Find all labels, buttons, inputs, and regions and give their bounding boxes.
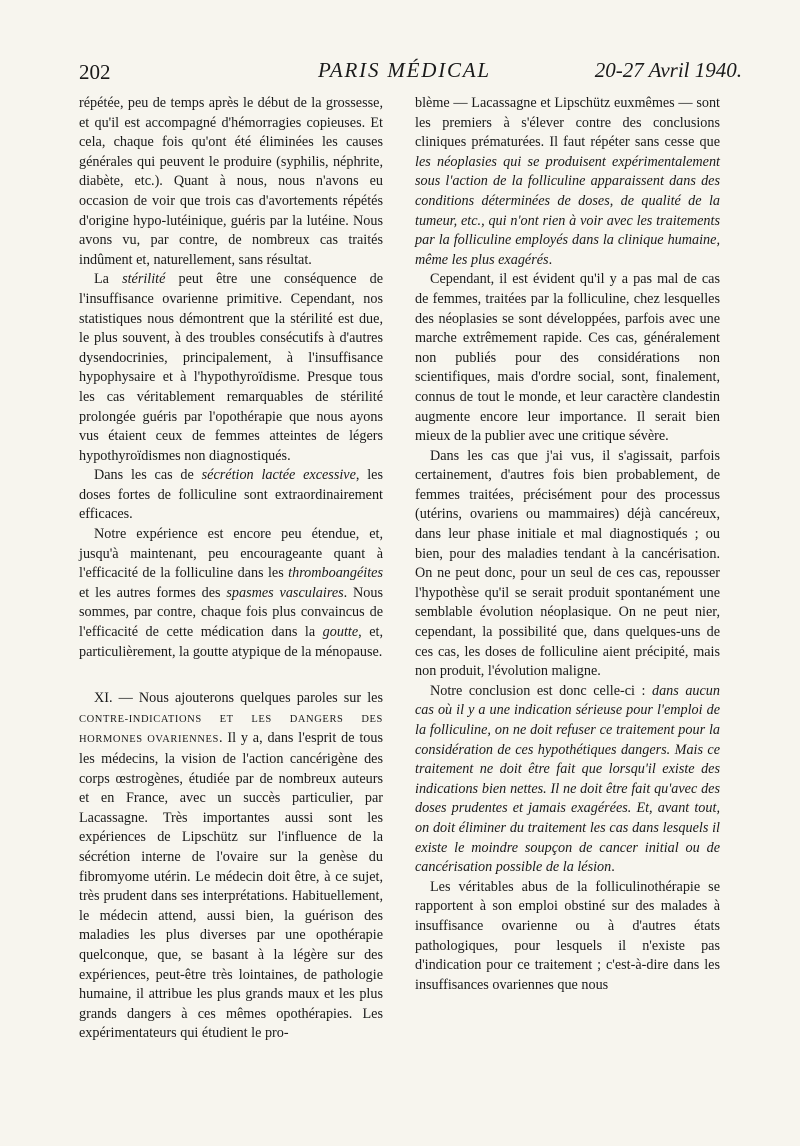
paragraph: blème — Lacassagne et Lipschütz euxmêmes — sont les premiers à s'élever contre des conclusions cliniques prématurées. Il faut répéter sans cesse que les néoplasies qui se produisent expérimentalement sous l'action de la folliculine apparaissent dans des conditions déterminées de doses, de qualité de la tumeur, etc., qui n'ont rien à voir avec les traitements par la folliculine employés dans la clinique humaine, même les plus exagérés. (415, 95, 720, 268)
paragraph: Cependant, il est évident qu'il y a pas mal de cas de femmes, traitées par la folliculine, chez lesquelles des néoplasies se sont développées, parfois avec une marche extrêmement rapide. Ces cas, généralement non publiés pour des considérations non scientifiques, mais d'ordre social, sont, finalement, connus de tout le monde, et leur caractère clandestin augmente encore leur importance. Il serait bien mieux de la publier avec une critique sévère. (415, 271, 720, 445)
left-column (79, 94, 383, 1044)
paragraph: Les véritables abus de la folliculinothérapie se rapportent à son emploi obstiné sur des malades à insuffisance ovarienne ou à d'autres états pathologiques, pour lesquels il n'existe pas d'indication pour ce traitement ; c'est-à-dire dans les insuffisances ovariennes que nous (415, 878, 720, 993)
paragraph: répétée, peu de temps après le début de la grossesse, et qu'il est accompagné d'hémorragies copieuses. Et cela, chaque fois qu'ont été éliminées les causes générales qui peuvent le produire (syphilis, néphrite, diabète, etc.). Quant à nous, nous n'avons eu occasion de voir que trois cas d'avortements répétés d'origine hypo-lutéinique, guéris par la lutéine. Nous avons vu, par contre, de nombreux cas traités indûment et, naturellement, sans résultat. (79, 95, 383, 268)
journal-title: PARIS MÉDICAL (318, 58, 491, 82)
paragraph: Dans les cas de sécrétion lactée excessive, les doses fortes de folliculine sont extraordinairement efficaces. (79, 467, 383, 523)
section-heading: CONTRE-INDICATIONS ET LES DANGERS DES HORMONES OVARIENNES (79, 713, 383, 746)
paragraph: Notre conclusion est donc celle-ci : dans aucun cas où il y a une indication sérieuse pour l'emploi de la folliculine, on ne doit refuser ce traitement pour la considération de ces hypothétiques dangers. Mais ce traitement ne doit être fait que lorsqu'il existe des indications bien nettes. Il ne doit être fait qu'avec des doses prudentes et jamais exagérées. Et, avant tout, on doit éliminer du traitement les cas dans lesquels il existe le moindre soupçon de cancer initial ou de cancérisation possible de la lésion. (415, 682, 720, 876)
right-column (415, 94, 720, 995)
section-paragraph: XI. — Nous ajouterons quelques paroles sur les CONTRE-INDICATIONS ET LES DANGERS DES HORMONES OVARIENNES. Il y a, dans l'esprit de tous les médecins, la vision de l'action cancérigène des corps œstrogènes, étudiée par de nombreux auteurs et en France, avec un succès particulier, par Lacassagne. Très importantes aussi sont les expériences de Lipschütz sur l'influence de la sécrétion interne de l'ovaire sur la genèse du fibromyome utérin. Le médecin doit être, à ce sujet, très prudent dans ses interprétations. Habituellement, le médecin attend, aussi bien, la guérison des maladies les plus diverses par une opothérapie quelconque, que, se basant à la légère sur des expériences, peut-être très lointaines, de pathologie humaine, il attribue les plus grands maux et les plus grands dangers à ces mêmes opothérapies. Les expérimentateurs qui étudient le pro- (79, 690, 383, 1042)
paragraph: La stérilité peut être une conséquence de l'insuffisance ovarienne primitive. Cependant, nos statistiques nous démontrent que la stérilité est due, le plus souvent, à des troubles consécutifs à d'autres dysendocrinies, principalement, à l'insuffisance hypophysaire et à l'hypothyroïdisme. Presque tous les cas véritablement remarquables de stérilité prolongée guéris par l'opothérapie que nous ayons vus étaient ceux de femmes atteintes de légers hypothyroïdismes non diagnostiqués. (79, 271, 383, 464)
issue-date: 20-27 Avril 1940. (594, 58, 742, 82)
paragraph: Dans les cas que j'ai vus, il s'agissait, parfois certainement, d'autres fois bien probablement, de femmes traitées, précisément pour des processus (utérins, ovariens ou mammaires) déjà cancéreux, dans leur phase initiale et mal diagnostiqués ; ou bien, pour des maladies tendant à la cancérisation. On ne peut donc, pour un seul de ces cas, repousser l'hypothèse qu'il se serait produit spontanément une semblable évolution néoplasique. On ne peut nier, cependant, la possibilité que, dans quelques-uns de ces cas, les doses de folliculine aient précipité, mais non produit, l'évolution maligne. (415, 447, 720, 680)
page-header (0, 58, 800, 94)
paragraph: Notre expérience est encore peu étendue, et, jusqu'à maintenant, peu encourageante quant à l'efficacité de la folliculine dans les thromboangéites et les autres formes des spasmes vasculaires. Nous sommes, par contre, chaque fois plus convaincus de l'efficacité de cette médication dans la goutte, et, particulièrement, la goutte atypique de la ménopause. (79, 526, 383, 660)
page-number: 202 (79, 60, 111, 84)
